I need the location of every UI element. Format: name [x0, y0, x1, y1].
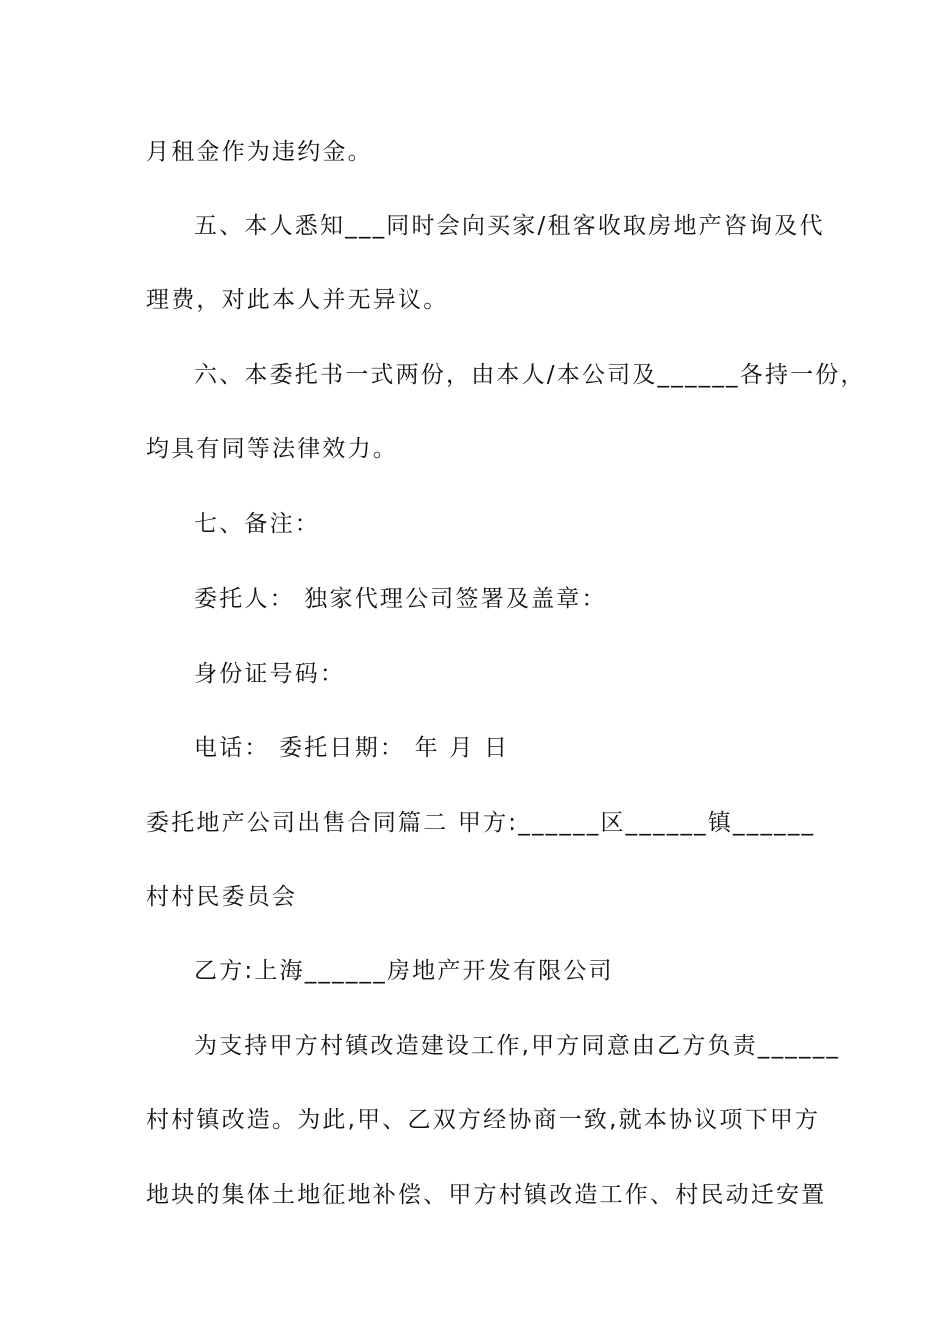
section-heading-line: 委托地产公司出售合同篇二 甲方:______区______镇______: [146, 810, 816, 836]
text-line: 委托人： 独家代理公司签署及盖章：: [194, 586, 607, 612]
text-line: 均具有同等法律效力。: [146, 436, 398, 462]
text-line: 理费，对此本人并无异议。: [146, 287, 449, 313]
text-line: 为支持甲方村镇改造建设工作,甲方同意由乙方负责______: [194, 1033, 841, 1059]
text-line: 电话： 委托日期： 年 月 日: [194, 735, 510, 761]
text-line: 六、本委托书一式两份，由本人/本公司及______各持一份，: [194, 362, 866, 388]
text-line: 七、备注：: [194, 511, 320, 537]
text-line: 地块的集体土地征地补偿、甲方村镇改造工作、村民动迁安置: [146, 1182, 827, 1208]
text-line: 五、本人悉知___同时会向买家/租客收取房地产咨询及代: [194, 213, 825, 239]
text-line: 月租金作为违约金。: [146, 139, 373, 165]
text-line: 身份证号码：: [194, 661, 346, 687]
text-line: 乙方:上海______房地产开发有限公司: [194, 958, 614, 984]
text-line: 村村镇改造。为此,甲、乙双方经协商一致,就本协议项下甲方: [146, 1107, 821, 1133]
text-line: 村村民委员会: [146, 884, 298, 910]
